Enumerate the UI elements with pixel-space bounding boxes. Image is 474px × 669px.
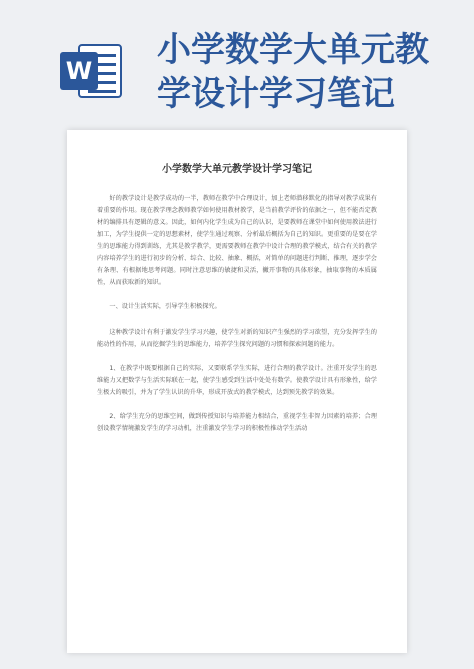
word-document-icon	[60, 40, 122, 102]
section-heading-1: 一、设计生活实际，引导学生积极探究。	[109, 303, 221, 310]
paragraph-point-2: 2、给学生充分的思维空间，做到传授知识与培养能力相结合，重视学生非智力因素的培养；合理创设教学情境激发学生的学习动机，注重激发学生学习的积极性推动学生活动	[97, 413, 377, 432]
document-title: 小学数学大单元教学设计学习笔记	[162, 164, 312, 175]
word-w-badge: W	[60, 52, 98, 90]
document-page	[67, 130, 407, 653]
header-title: 小学数学大单元教学设计学习笔记	[157, 30, 429, 114]
paragraph-point-1: 1、在教学中既要根据自己的实际，又要联系学生实际，进行合理的教学设计。注重开发学生的思维能力又把数学与生活实际联在一起，使学生感受到生活中处处有数学。使教学设计具有形象性，给学生极大的吸引，并为了学生认识的升华，形成开放式的教学模式，达到预先教学的效果。	[97, 365, 377, 396]
paragraph-intro: 好的教学设计是教学成功的一半，教师在教学中合理设计，加上老师潜移默化的指导对教学成果有着重要的作用。现在教学理念教师教学如何使用教材教学，是当前教学评价的依据之一，但不能否定教材的编排具有逻辑的意义。因此，如何内化学生成为自己的认识，是要教师在课堂中如何使用教法进行加工，为学生提供一定的思想素材，使学生通过观察、分析最后概括为自己的知识。更重要的是要在学生的思维能力得到训练，尤其是教学教学，更需要教师在教学中设计合理的教学模式，结合有关的教学内容培养学生的进行初步的分析、综合、比较、抽象、概括，对简单的问题进行判断、推理，逐步学会有条理、有根据地思考问题。同时注意思维的敏捷和灵活，撇开事物的具体形象，抽取事物的本质属性，从而获取新的知识。	[97, 195, 377, 286]
paragraph-section-1: 这种教学设计有利于激发学生学习兴趣，使学生对新的知识产生强烈的学习欲望，充分发挥学生的能动性的作用，从而挖掘学生的思维能力，培养学生探究问题的习惯和探索问题的能力。	[97, 329, 377, 348]
page-header	[0, 0, 474, 128]
